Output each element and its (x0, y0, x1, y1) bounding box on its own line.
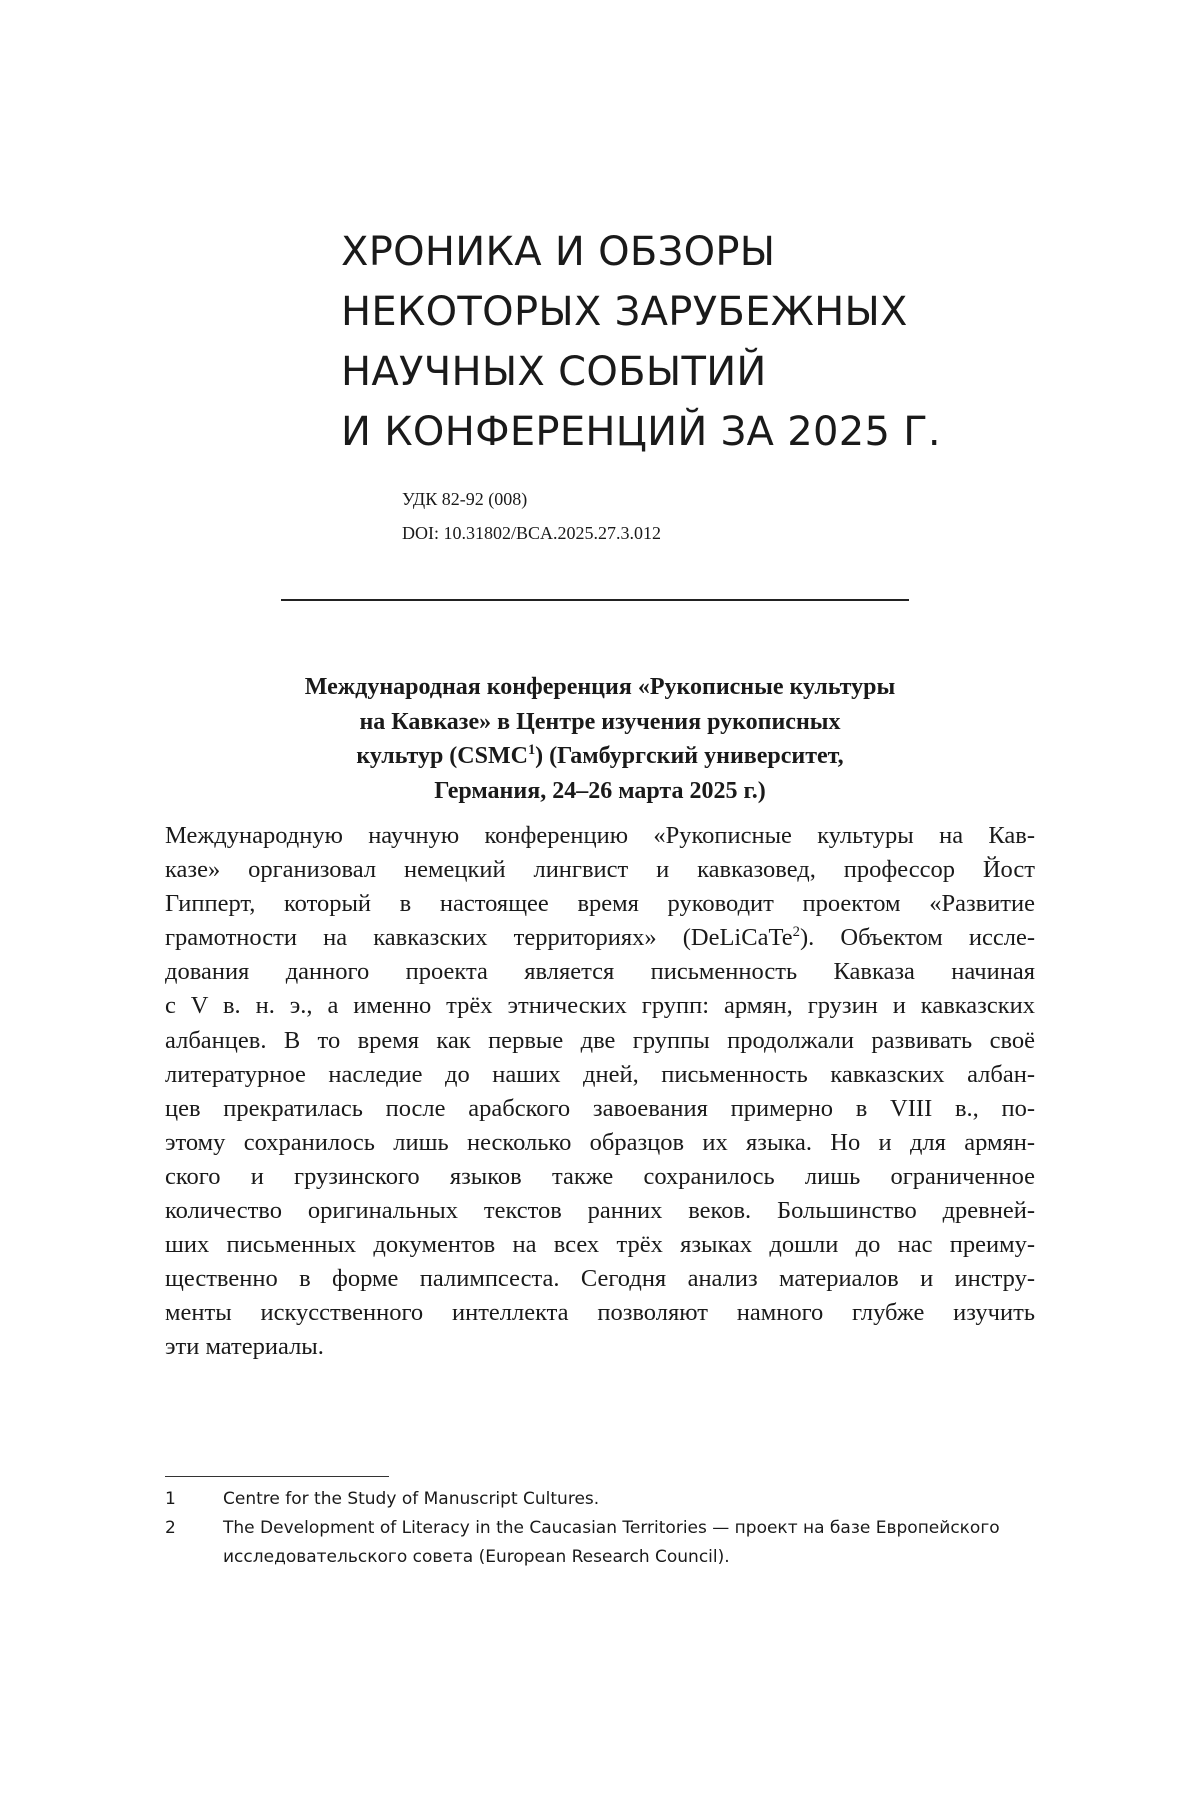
heading-line: НЕКОТОРЫХ ЗАРУБЕЖНЫХ (341, 289, 908, 335)
heading-line: И КОНФЕРЕНЦИЙ ЗА 2025 Г. (341, 409, 941, 455)
text-line: ших письменных документов на всех трёх языках дошли до нас преиму- (165, 1231, 1035, 1259)
article-meta (402, 482, 661, 550)
footnote-2 (165, 1514, 1045, 1572)
footnote-1 (165, 1485, 1045, 1514)
text-line: ского и грузинского языков также сохранилось лишь ограниченное (165, 1162, 1035, 1190)
text-line (165, 921, 1035, 955)
text-line: казе» организовал немецкий лингвист и кавказовед, профессор Йост (165, 856, 1035, 884)
text-segment: ). Объектом иссле- (799, 924, 1035, 952)
heading-line: НАУЧНЫХ СОБЫТИЙ (341, 349, 767, 395)
heading-line: ХРОНИКА И ОБЗОРЫ (341, 229, 776, 275)
body-paragraph (165, 819, 1035, 1365)
text-line: щественно в форме палимпсеста. Сегодня анализ материалов и инстру- (165, 1265, 1035, 1293)
text-line: эти материалы. (165, 1333, 324, 1361)
footnote-number: 2 (165, 1518, 176, 1538)
text-line: Международную научную конференцию «Рукописные культуры на Кав- (165, 822, 1035, 849)
title-text: ) (Гамбургский университет, (535, 743, 844, 769)
footnote-text: The Development of Literacy in the Caucasian Territories — проект на базе Европейского (223, 1518, 1000, 1538)
footnote-number: 1 (165, 1489, 176, 1509)
udk-code: УДК 82-92 (008) (402, 489, 528, 509)
text-line: дования данного проекта является письменность Кавказа начиная (165, 958, 1035, 986)
footnotes (165, 1485, 1045, 1572)
doi-link[interactable]: DOI: 10.31802/BCA.2025.27.3.012 (402, 523, 662, 543)
footnote-text: исследовательского совета (European Research Council). (223, 1547, 730, 1567)
text-line: этому сохранилось лишь несколько образцов их языка. Но и для армян- (165, 1128, 1035, 1156)
footnote-text: Centre for the Study of Manuscript Cultures. (223, 1489, 600, 1509)
text-line: с V в. н. э., а именно трёх этнических групп: армян, грузин и кавказских (165, 992, 1035, 1020)
text-line: литературное наследие до наших дней, письменность кавказских албан- (165, 1060, 1035, 1088)
footnote-ref-1[interactable]: 1 (527, 742, 536, 758)
text-line: цев прекратилась после арабского завоевания примерно в VIII в., по- (165, 1094, 1035, 1122)
text-line: менты искусственного интеллекта позволяют намного глубже изучить (165, 1299, 1035, 1327)
footnote-divider (165, 1476, 389, 1477)
title-line (165, 739, 1035, 774)
section-divider (281, 599, 909, 601)
text-segment: грамотности на кавказских территориях» (DeLiCaTe (165, 924, 793, 952)
section-heading (341, 222, 981, 462)
title-line: Германия, 24–26 марта 2025 г.) (434, 777, 766, 804)
text-line: албанцев. В то время как первые две группы продолжали развивать своё (165, 1026, 1035, 1054)
text-line: количество оригинальных текстов ранних веков. Большинство древней- (165, 1197, 1035, 1225)
title-line: на Кавказе» в Центре изучения рукописных (359, 708, 841, 735)
text-line: Гипперт, который в настоящее время руководит проектом «Развитие (165, 890, 1035, 918)
title-line: Международная конференция «Рукописные культуры (304, 674, 896, 700)
article-title (165, 670, 1035, 808)
footnote-ref-2[interactable]: 2 (792, 924, 800, 941)
title-text: культур (CSMC (356, 743, 528, 769)
